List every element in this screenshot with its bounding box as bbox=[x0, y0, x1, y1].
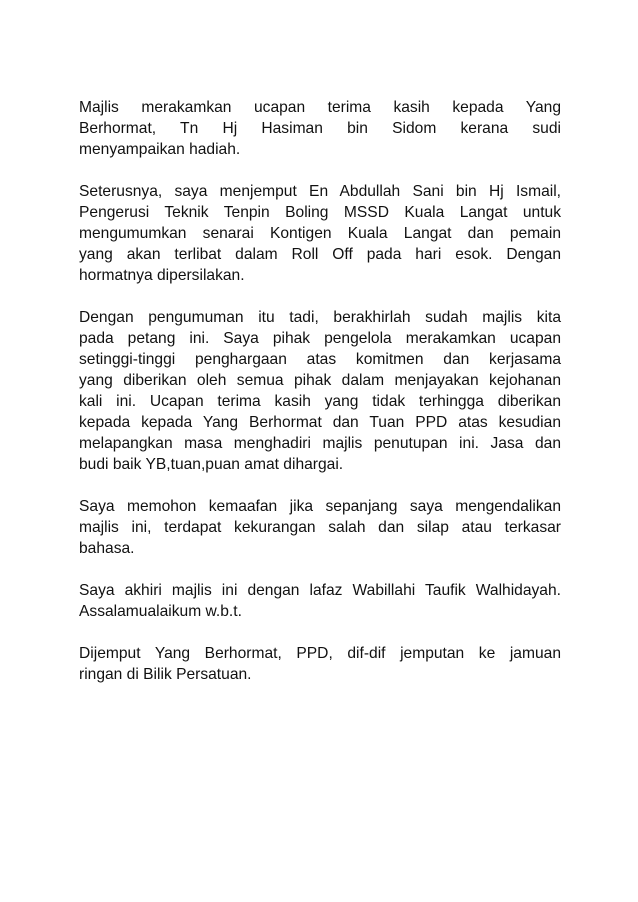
text-line: ringan di Bilik Persatuan. bbox=[79, 666, 252, 683]
text-line: Dijemput Yang Berhormat, PPD, dif-dif jemputan ke jamuan bbox=[79, 645, 561, 662]
text-line: mengumumkan senarai Kontigen Kuala Langat dan pemain bbox=[79, 225, 561, 242]
paragraph-thanks bbox=[79, 97, 561, 160]
text-line: Dengan pengumuman itu tadi, berakhirlah sudah majlis kita bbox=[79, 309, 561, 326]
text-line: yang akan terlibat dalam Roll Off pada hari esok. Dengan bbox=[79, 246, 561, 263]
text-line: Berhormat, Tn Hj Hasiman bin Sidom kerana sudi bbox=[79, 120, 561, 137]
text-line: Majlis merakamkan ucapan terima kasih kepada Yang bbox=[79, 99, 561, 116]
text-line: hormatnya dipersilakan. bbox=[79, 267, 245, 284]
document-body bbox=[79, 97, 561, 706]
paragraph-invitation bbox=[79, 181, 561, 286]
text-line: pada petang ini. Saya pihak pengelola merakamkan ucapan bbox=[79, 330, 561, 347]
paragraph-reception bbox=[79, 643, 561, 685]
text-line: melapangkan masa menghadiri majlis penutupan ini. Jasa dan bbox=[79, 435, 561, 452]
text-line: menyampaikan hadiah. bbox=[79, 141, 241, 158]
paragraph-farewell bbox=[79, 580, 561, 622]
text-line: bahasa. bbox=[79, 540, 135, 557]
text-line: budi baik YB,tuan,puan amat dihargai. bbox=[79, 456, 344, 473]
text-line: setinggi-tinggi penghargaan atas komitmen dan kerjasama bbox=[79, 351, 561, 368]
text-line: Seterusnya, saya menjemput En Abdullah Sani bin Hj Ismail, bbox=[79, 183, 561, 200]
text-line: Assalamualaikum w.b.t. bbox=[79, 603, 242, 620]
paragraph-closing bbox=[79, 307, 561, 475]
text-line: Pengerusi Teknik Tenpin Boling MSSD Kuala Langat untuk bbox=[79, 204, 561, 221]
text-line: majlis ini, terdapat kekurangan salah dan silap atau terkasar bbox=[79, 519, 561, 536]
text-line: kali ini. Ucapan terima kasih yang tidak terhingga diberikan bbox=[79, 393, 561, 410]
text-line: Saya memohon kemaafan jika sepanjang saya mengendalikan bbox=[79, 498, 561, 515]
paragraph-apology bbox=[79, 496, 561, 559]
text-line: yang diberikan oleh semua pihak dalam menjayakan kejohanan bbox=[79, 372, 561, 389]
text-line: Saya akhiri majlis ini dengan lafaz Wabillahi Taufik Walhidayah. bbox=[79, 582, 561, 599]
text-line: kepada kepada Yang Berhormat dan Tuan PPD atas kesudian bbox=[79, 414, 561, 431]
